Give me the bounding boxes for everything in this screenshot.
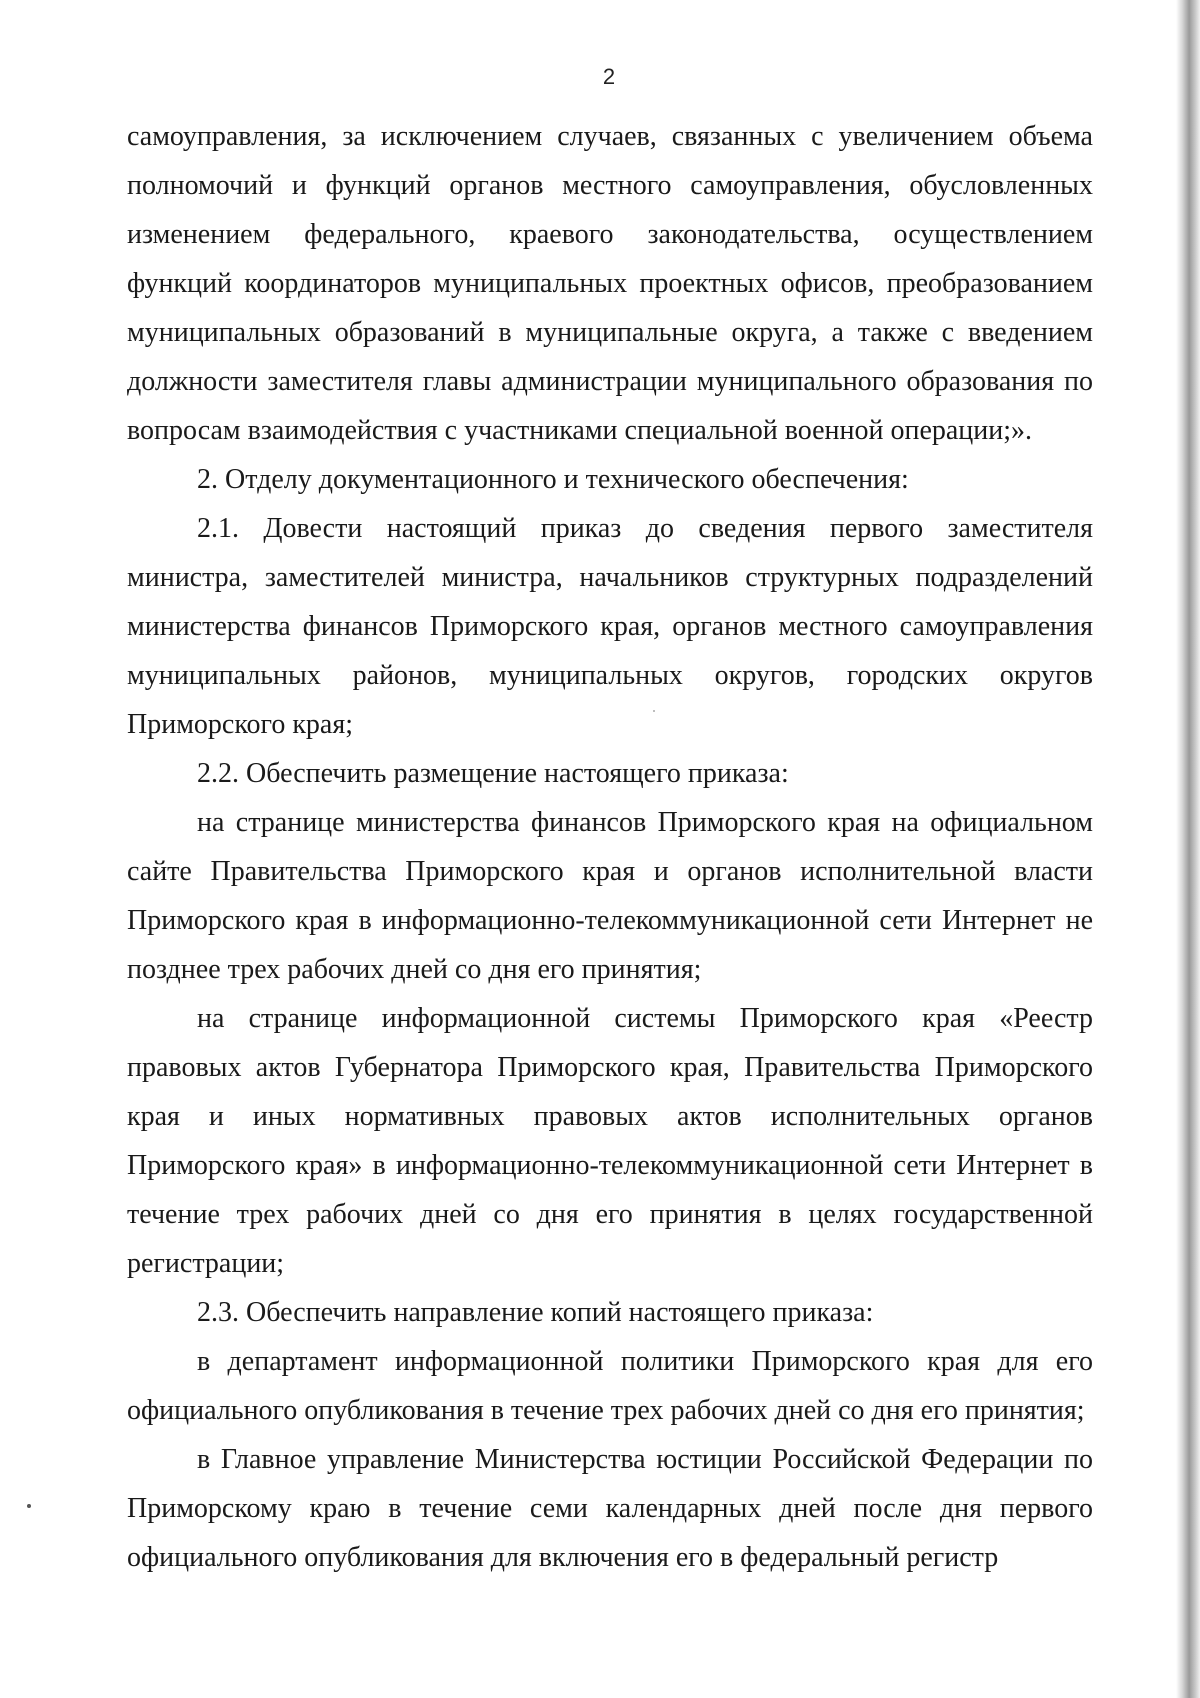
paragraph: на странице министерства финансов Приморского края на официальном сайте Правительства Приморского края и органов исполнительной власти Приморского края в информационно-телекоммуникационной сети Интернет не позднее трех рабочих дней со дня его принятия; bbox=[127, 807, 1093, 985]
paragraph: 2.2. Обеспечить размещение настоящего приказа: bbox=[197, 758, 789, 789]
paragraph: 2.1. Довести настоящий приказ до сведения первого заместителя министра, заместителей министра, начальников структурных подразделений министерства финансов Приморского края, органов местного самоуправления муниципальных районов, муниципальных округов, городских округов Приморского края; bbox=[127, 513, 1093, 740]
page-number: 2 bbox=[602, 64, 616, 89]
paragraph: в Главное управление Министерства юстиции Российской Федерации по Приморскому краю в течение семи календарных дней после дня первого официального опубликования для включения его в федеральный регистр bbox=[127, 1444, 1093, 1573]
scan-speck bbox=[653, 710, 655, 712]
scan-speck bbox=[27, 1504, 31, 1508]
paragraph: 2. Отделу документационного и технического обеспечения: bbox=[197, 464, 909, 495]
paragraph: самоуправления, за исключением случаев, связанных с увеличением объема полномочий и функций органов местного самоуправления, обусловленных изменением федерального, краевого законодательства, осуществлением функций координаторов муниципальных проектных офисов, преобразованием муниципальных образований в муниципальные округа, а также с введением должности заместителя главы администрации муниципального образования по вопросам взаимодействия с участниками специальной военной операции;». bbox=[127, 121, 1093, 446]
scan-edge-shadow bbox=[1176, 0, 1200, 1698]
paragraph: в департамент информационной политики Приморского края для его официального опубликования в течение трех рабочих дней со дня его принятия; bbox=[127, 1346, 1093, 1426]
paragraph: 2.3. Обеспечить направление копий настоящего приказа: bbox=[197, 1297, 874, 1328]
document-body bbox=[127, 112, 1093, 1582]
paragraph: на странице информационной системы Приморского края «Реестр правовых актов Губернатора Приморского края, Правительства Приморского края и иных нормативных правовых актов исполнительных органов Приморского края» в информационно-телекоммуникационной сети Интернет в течение трех рабочих дней со дня его принятия в целях государственной регистрации; bbox=[127, 1003, 1093, 1279]
